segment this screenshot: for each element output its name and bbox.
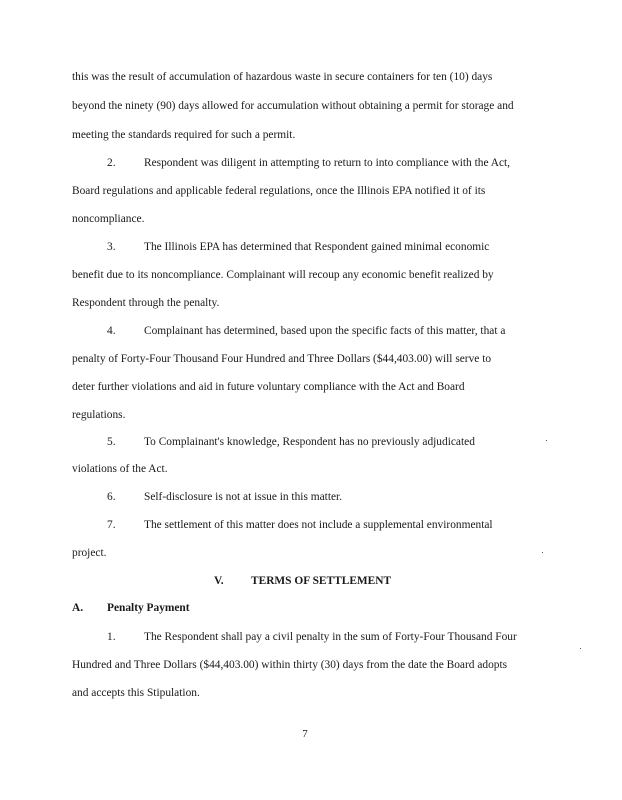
paragraph-2-first-line: Respondent was diligent in attempting to return to into compliance with the Act, <box>144 157 511 169</box>
scan-speck <box>542 552 543 553</box>
paragraph-5-number: 5. <box>107 436 116 448</box>
penalty-paragraph-first-line: The Respondent shall pay a civil penalty in the sum of Forty-Four Thousand Four <box>144 631 517 643</box>
subsection-title: Penalty Payment <box>107 602 190 614</box>
penalty-paragraph-line-2: Hundred and Three Dollars ($44,403.00) within thirty (30) days from the date the Board adopts <box>72 659 508 671</box>
subsection-letter: A. <box>72 602 84 614</box>
paragraph-4-line-3: deter further violations and aid in future voluntary compliance with the Act and Board <box>72 381 465 393</box>
intro-line-3: meeting the standards required for such a permit. <box>72 129 296 141</box>
paragraph-3-line-2: benefit due to its noncompliance. Complainant will recoup any economic benefit realized by <box>72 269 494 281</box>
paragraph-3-number: 3. <box>107 241 116 253</box>
paragraph-5-line-2: violations of the Act. <box>72 463 168 475</box>
paragraph-6-number: 6. <box>107 491 116 503</box>
page-number: 7 <box>302 728 308 740</box>
paragraph-4-number: 4. <box>107 325 116 337</box>
scan-speck <box>546 440 547 441</box>
paragraph-2-line-2: Board regulations and applicable federal regulations, once the Illinois EPA notified it of its <box>72 185 486 197</box>
intro-line-1: this was the result of accumulation of hazardous waste in secure containers for ten (10) days <box>72 71 493 83</box>
paragraph-3-first-line: The Illinois EPA has determined that Respondent gained minimal economic <box>144 241 490 253</box>
intro-line-2: beyond the ninety (90) days allowed for accumulation without obtaining a permit for storage and <box>72 100 514 112</box>
paragraph-6-first-line: Self-disclosure is not at issue in this matter. <box>144 491 343 503</box>
section-title: TERMS OF SETTLEMENT <box>251 575 392 587</box>
section-number: V. <box>214 575 224 587</box>
paragraph-4-line-2: penalty of Forty-Four Thousand Four Hundred and Three Dollars ($44,403.00) will serve to <box>72 353 492 365</box>
penalty-paragraph-line-3: and accepts this Stipulation. <box>72 687 200 699</box>
paragraph-7-line-2: project. <box>72 547 107 559</box>
paragraph-7-first-line: The settlement of this matter does not include a supplemental environmental <box>144 519 493 531</box>
paragraph-4-line-4: regulations. <box>72 409 126 421</box>
paragraph-2-number: 2. <box>107 157 116 169</box>
paragraph-2-line-3: noncompliance. <box>72 213 145 225</box>
paragraph-4-first-line: Complainant has determined, based upon the specific facts of this matter, that a <box>144 325 506 337</box>
paragraph-7-number: 7. <box>107 519 116 531</box>
paragraph-5-first-line: To Complainant's knowledge, Respondent has no previously adjudicated <box>144 436 475 448</box>
penalty-paragraph-number: 1. <box>107 631 116 643</box>
paragraph-3-line-3: Respondent through the penalty. <box>72 297 220 309</box>
scan-speck <box>580 648 581 649</box>
